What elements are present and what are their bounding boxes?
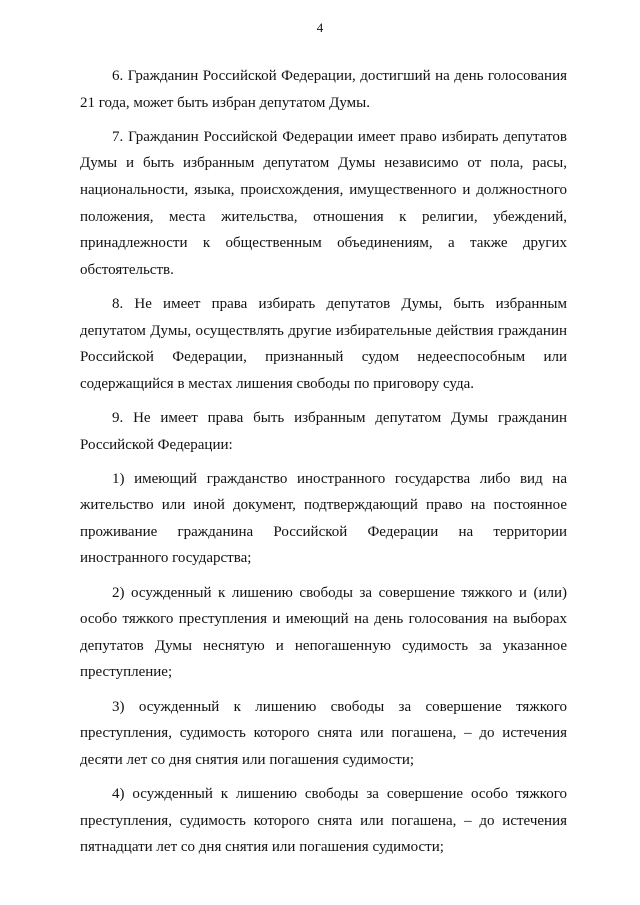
paragraph-6: 6. Гражданин Российской Федерации, достигший на день голосования 21 года, может быть избран депутатом Думы.: [80, 68, 567, 111]
paragraph-9: 9. Не имеет права быть избранным депутатом Думы гражданин Российской Федерации:: [80, 409, 567, 453]
paragraph-8: 8. Не имеет права избирать депутатов Думы, быть избранным депутатом Думы, осуществлять другие избирательные действия гражданин Российской Федерации, признанный судом недееспособным или содержащийся в местах лишения свободы по приговору суда.: [80, 295, 567, 392]
page-number: 4: [316, 20, 324, 35]
list-item-4: 4) осужденный к лишению свободы за совершение особо тяжкого преступления, судимость которого снята или погашена, – до истечения пятнадцати лет со дня снятия или погашения судимости;: [80, 786, 567, 856]
list-item-2: 2) осужденный к лишению свободы за совершение тяжкого и (или) особо тяжкого преступления и имеющий на день голосования на выборах депутатов Думы неснятую и непогашенную судимость за указанное преступление;: [80, 584, 567, 681]
list-item-1: 1) имеющий гражданство иностранного государства либо вид на жительство или иной документ, подтверждающий право на постоянное проживание гражданина Российской Федерации на территории иностранного государства;: [80, 470, 567, 567]
document-body: [80, 63, 567, 868]
paragraph-7: 7. Гражданин Российской Федерации имеет право избирать депутатов Думы и быть избранным депутатом Думы независимо от пола, расы, национальности, языка, происхождения, имущественного и должностного положения, места жительства, отношения к религии, убеждений, принадлежности к общественным объединениям, а также других обстоятельств.: [80, 128, 567, 278]
list-item-3: 3) осужденный к лишению свободы за совершение тяжкого преступления, судимость которого снята или погашена, – до истечения десяти лет со дня снятия или погашения судимости;: [80, 698, 567, 768]
